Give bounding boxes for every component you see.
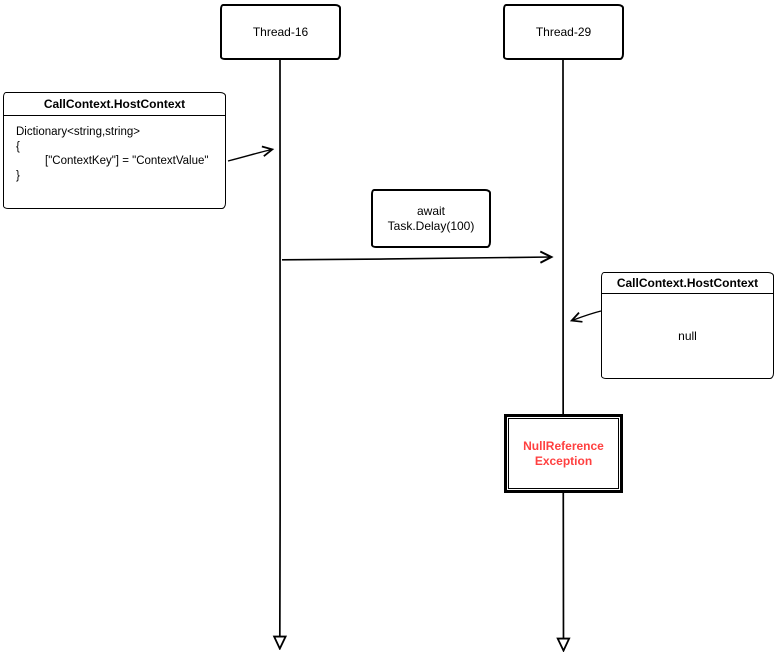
thread16-box[interactable] <box>220 4 341 60</box>
left-callcontext-title: CallContext.HostContext <box>4 93 225 116</box>
arrow-leftcontext-to-thread16[interactable] <box>228 150 272 162</box>
context-code-line: ["ContextKey"] = "ContextValue" <box>45 155 209 167</box>
right-callcontext-box[interactable] <box>601 272 774 379</box>
right-callcontext-title: CallContext.HostContext <box>602 273 773 294</box>
thread16-label: Thread-16 <box>252 25 309 39</box>
await-label-line: await <box>416 203 445 218</box>
exception-label-line: Exception <box>534 453 593 468</box>
left-callcontext-body <box>4 116 225 208</box>
thread29-lifeline[interactable] <box>563 60 564 650</box>
nullreference-exception-inner <box>508 418 619 489</box>
arrow-rightcontext-to-thread29[interactable] <box>572 311 601 321</box>
arrow-thread16-to-thread29[interactable] <box>282 257 551 260</box>
context-code-line: } <box>16 169 20 182</box>
context-code-line: { <box>16 140 20 153</box>
thread29-box[interactable] <box>503 4 624 60</box>
await-label-line: Task.Delay(100) <box>387 218 475 233</box>
right-callcontext-body <box>602 294 773 378</box>
nullreference-exception-box[interactable] <box>504 414 623 493</box>
thread29-label: Thread-29 <box>535 25 592 39</box>
await-task-delay-box[interactable] <box>371 189 491 248</box>
null-value-label: null <box>678 329 697 343</box>
context-code-line: Dictionary<string,string> <box>16 126 140 138</box>
exception-label-line: NullReference <box>523 438 604 453</box>
left-callcontext-box[interactable] <box>3 92 226 209</box>
